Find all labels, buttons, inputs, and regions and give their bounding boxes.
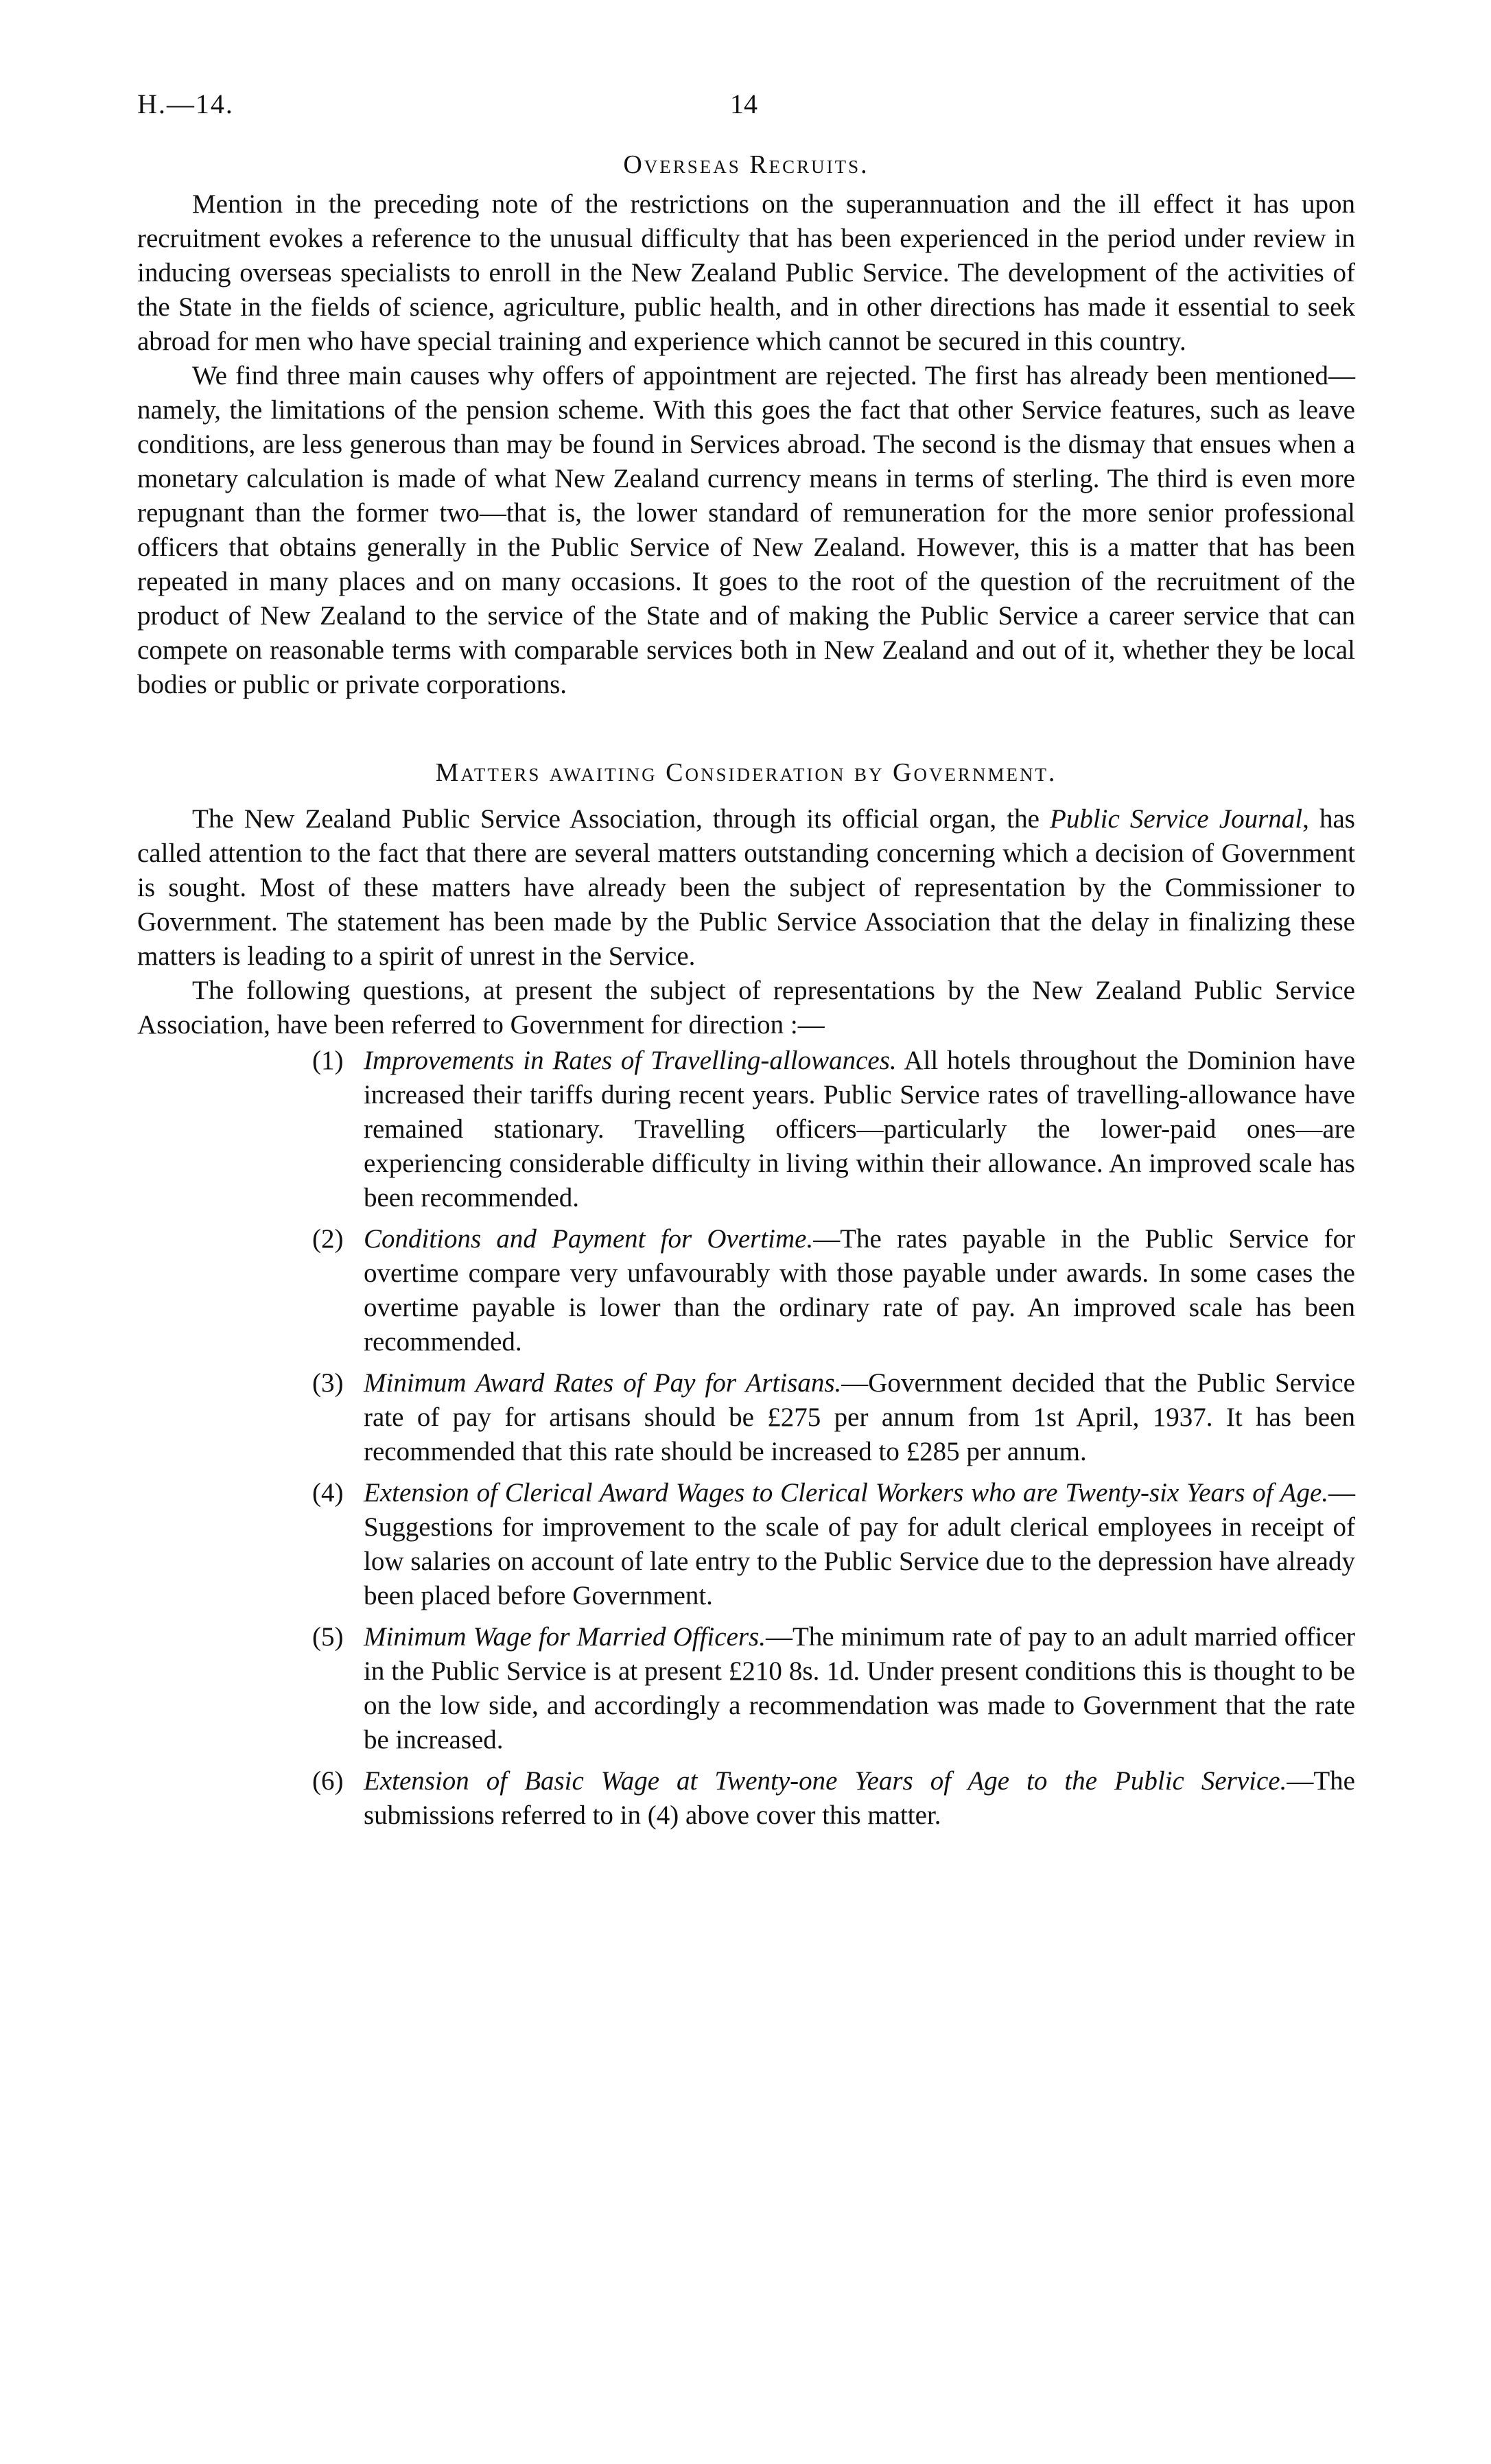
paragraph-text: , has called attention to the fact that there are several matters outstanding concerning which a decision of Government is sought. Most of these matters have already been the subject of representation by the Commissioner to Government. The statement has been made by the Public Service Association that the delay in finalizing these matters is leading to a spirit of unrest in the Service. — [137, 804, 1355, 971]
item-number: (3) — [312, 1368, 344, 1398]
list-item — [312, 1366, 1355, 1469]
page-reference: H.—14. — [137, 89, 234, 119]
item-body: —Government decided that the Public Service rate of pay for artisans should be £275 per annum from 1st April, 1937. It has been recommended that this rate should be increased to £285 per annum. — [364, 1368, 1355, 1466]
paragraph: We find three main causes why offers of appointment are rejected. The first has already been mentioned—namely, the limitations of the pension scheme. With this goes the fact that other Service features, such as leave conditions, are less generous than may be found in Services abroad. The second is the dismay that ensues when a monetary calculation is made of what New Zealand currency means in terms of sterling. The third is even more repugnant than the former two—that is, the lower standard of remuneration for the more senior professional officers that obtains generally in the Public Service of New Zealand. However, this is a matter that has been repeated in many places and on many occasions. It goes to the root of the question of the recruitment of the product of New Zealand to the service of the State and of making the Public Service a career service that can compete on reasonable terms with comparable services both in New Zealand and out of it, whether they be local bodies or public or private corporations. — [137, 361, 1355, 699]
section-heading-overseas-recruits: Overseas Recruits. — [623, 150, 869, 179]
numbered-list — [137, 1044, 1355, 1833]
item-number: (2) — [312, 1224, 344, 1254]
list-item — [312, 1620, 1355, 1757]
paragraph: Mention in the preceding note of the restrictions on the superannuation and the ill effect it has upon recruitment evokes a reference to the unusual difficulty that has been experienced in the period under review in inducing overseas specialists to enroll in the New Zealand Public Service. The development of the activities of the State in the fields of science, agriculture, public health, and in other directions has made it essential to seek abroad for men who have special training and experience which cannot be secured in this country. — [137, 189, 1355, 356]
item-title: Extension of Clerical Award Wages to Clerical Workers who are Twenty-six Years of Age. — [364, 1478, 1328, 1507]
item-number: (4) — [312, 1478, 344, 1507]
item-title: Extension of Basic Wage at Twenty-one Years of Age to the Public Service. — [364, 1766, 1287, 1796]
item-body: All hotels throughout the Dominion have increased their tariffs during recent years. Public Service rates of travelling-allowance have remained stationary. Travelling officers—particularly the lower-paid ones—are experiencing considerable difficulty in living within their allowance. An improved scale has been recommended. — [364, 1046, 1356, 1212]
list-item — [312, 1044, 1356, 1215]
item-body: —The rates payable in the Public Service for overtime compare very unfavourably with those payable under awards. In some cases the overtime payable is lower than the ordinary rate of pay. An improved scale has been recommended. — [364, 1224, 1355, 1357]
section-heading-matters-awaiting: Matters awaiting Consideration by Government. — [435, 758, 1057, 787]
item-title: Conditions and Payment for Overtime. — [364, 1224, 814, 1254]
item-number: (6) — [312, 1766, 344, 1796]
item-number: (1) — [312, 1046, 344, 1075]
item-title: Minimum Wage for Married Officers. — [364, 1622, 766, 1652]
item-title: Improvements in Rates of Travelling-allowances. — [364, 1046, 897, 1075]
document-body — [137, 148, 1355, 1840]
page-number: 14 — [730, 89, 758, 119]
page-header — [137, 88, 1354, 129]
list-item — [312, 1222, 1355, 1359]
item-body: —The minimum rate of pay to an adult married officer in the Public Service is at present £210 8s. 1d. Under present conditions this is thought to be on the low side, and accordingly a recommendation was made to Government that the rate be increased. — [364, 1622, 1355, 1755]
list-item — [312, 1764, 1355, 1833]
paragraph: The following questions, at present the subject of representations by the New Zealand Public Service Association, have been referred to Government for direction :— — [137, 976, 1355, 1040]
item-title: Minimum Award Rates of Pay for Artisans. — [364, 1368, 842, 1398]
item-body: —Suggestions for improvement to the scale of pay for adult clerical employees in receipt of low salaries on account of late entry to the Public Service due to the depression have already been placed before Government. — [364, 1478, 1355, 1610]
list-item — [312, 1476, 1355, 1613]
paragraph-text: The New Zealand Public Service Association, through its official organ, the — [192, 804, 1050, 834]
item-number: (5) — [312, 1622, 344, 1652]
item-body: —The submissions referred to in (4) above cover this matter. — [364, 1766, 1355, 1830]
paragraph — [137, 802, 1355, 974]
journal-title: Public Service Journal — [1050, 804, 1303, 834]
